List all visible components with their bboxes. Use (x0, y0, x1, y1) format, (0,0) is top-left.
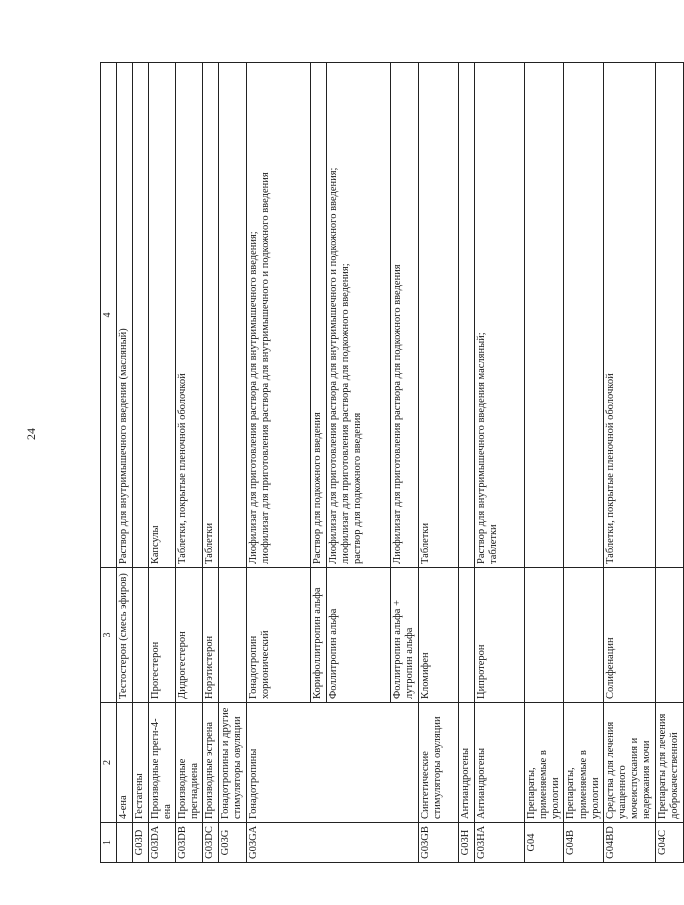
page-number: 24 (24, 428, 38, 440)
table-row (564, 63, 603, 863)
dosage-form: Лиофилизат для приготовления раствора для внутримышечного введения; лиофилизат для приготовления раствора для внутримышечного и подкожного введения (247, 63, 311, 568)
empty-cell (391, 703, 419, 823)
drug-name (133, 568, 149, 703)
atc-code: G03GB (419, 823, 459, 863)
group-name: Антиандрогены (459, 703, 475, 823)
group-name: Средства для лечения учащенного мочеиспускания и недержания мочи (603, 703, 655, 823)
group-name: Производные прегнадиена (176, 703, 203, 823)
drug-name: Гонадотропин хорионический (247, 568, 311, 703)
dosage-form (219, 63, 247, 568)
table-row (475, 63, 525, 863)
table-row (327, 63, 391, 863)
drug-name (655, 568, 683, 703)
drug-name (564, 568, 603, 703)
dosage-form: Капсулы (149, 63, 176, 568)
table-row (133, 63, 149, 863)
group-name: Производные прегн-4-ена (149, 703, 176, 823)
table-row (219, 63, 247, 863)
empty-cell (327, 703, 391, 823)
group-name: Производные эстрена (203, 703, 219, 823)
table-row (603, 63, 655, 863)
dosage-form (525, 63, 564, 568)
table-row (391, 63, 419, 863)
dosage-form: Лиофилизат для приготовления раствора для подкожного введения (391, 63, 419, 568)
group-name: Препараты для лечения доброкачественной (655, 703, 683, 823)
dosage-form: Таблетки (419, 63, 459, 568)
header-cell: 3 (101, 568, 117, 703)
atc-code: G03DA (149, 823, 176, 863)
table-row (459, 63, 475, 863)
atc-code: G03HA (475, 823, 525, 863)
header-cell: 4 (101, 63, 117, 568)
dosage-form: Таблетки, покрытые пленочной оболочкой (176, 63, 203, 568)
table-row (311, 63, 327, 863)
atc-code: G04C (655, 823, 683, 863)
drug-name: Прогестерон (149, 568, 176, 703)
drug-name: Фоллитропин альфа + лутропин альфа (391, 568, 419, 703)
dosage-form (459, 63, 475, 568)
table-row (203, 63, 219, 863)
dosage-form: Раствор для внутримышечного введения масляный; таблетки (475, 63, 525, 568)
empty-cell (311, 703, 327, 823)
table-row (149, 63, 176, 863)
drug-name: Кломифен (419, 568, 459, 703)
group-name: Гонадотропины (247, 703, 311, 823)
group-name: Препараты, применяемые в урологии (564, 703, 603, 823)
drug-name (459, 568, 475, 703)
atc-code: G04BD (603, 823, 655, 863)
atc-code: G04 (525, 823, 564, 863)
group-name: Гонадотропины и другие стимуляторы овуляции (219, 703, 247, 823)
drug-name: Ципротерон (475, 568, 525, 703)
table-header (101, 63, 117, 863)
atc-code: G04B (564, 823, 603, 863)
dosage-form: Раствор для подкожного введения (311, 63, 327, 568)
group-name: Гестагены (133, 703, 149, 823)
drug-name: Корифоллитропин альфа (311, 568, 327, 703)
group-name: Препараты, применяемые в урологии (525, 703, 564, 823)
table-row (117, 63, 133, 863)
empty-cell (391, 823, 419, 863)
atc-code: G03GA (247, 823, 311, 863)
table-row (176, 63, 203, 863)
drug-name: Тестостерон (смесь эфиров) (117, 568, 133, 703)
atc-code: G03H (459, 823, 475, 863)
group-name: Синтетические стимуляторы овуляции (419, 703, 459, 823)
empty-cell (327, 823, 391, 863)
dosage-form: Раствор для внутримышечного введения (масляный) (117, 63, 133, 568)
dosage-form (564, 63, 603, 568)
drug-name (219, 568, 247, 703)
drug-name (525, 568, 564, 703)
dosage-form: Таблетки, покрытые пленочной оболочкой (603, 63, 655, 568)
atc-code: G03D (133, 823, 149, 863)
atc-code: G03G (219, 823, 247, 863)
table-row (247, 63, 311, 863)
atc-code: G03DB (176, 823, 203, 863)
atc-code (117, 823, 133, 863)
drug-name: Фоллитропин альфа (327, 568, 391, 703)
drug-name: Норэтистерон (203, 568, 219, 703)
table-row (525, 63, 564, 863)
rotated-page (100, 63, 680, 863)
drug-name: Дидрогестерон (176, 568, 203, 703)
atc-code: G03DC (203, 823, 219, 863)
header-cell: 1 (101, 823, 117, 863)
table-row (655, 63, 683, 863)
dosage-form: Лиофилизат для приготовления раствора для внутримышечного и подкожного введения; лиофилизат для приготовления раствора для подкожного введения; раствор для подкожного введения (327, 63, 391, 568)
drug-table (100, 62, 684, 863)
table-row (419, 63, 459, 863)
group-name: 4-ена (117, 703, 133, 823)
dosage-form (655, 63, 683, 568)
dosage-form: Таблетки (203, 63, 219, 568)
empty-cell (311, 823, 327, 863)
group-name: Антиандрогены (475, 703, 525, 823)
header-cell: 2 (101, 703, 117, 823)
dosage-form (133, 63, 149, 568)
drug-name: Солифенацин (603, 568, 655, 703)
